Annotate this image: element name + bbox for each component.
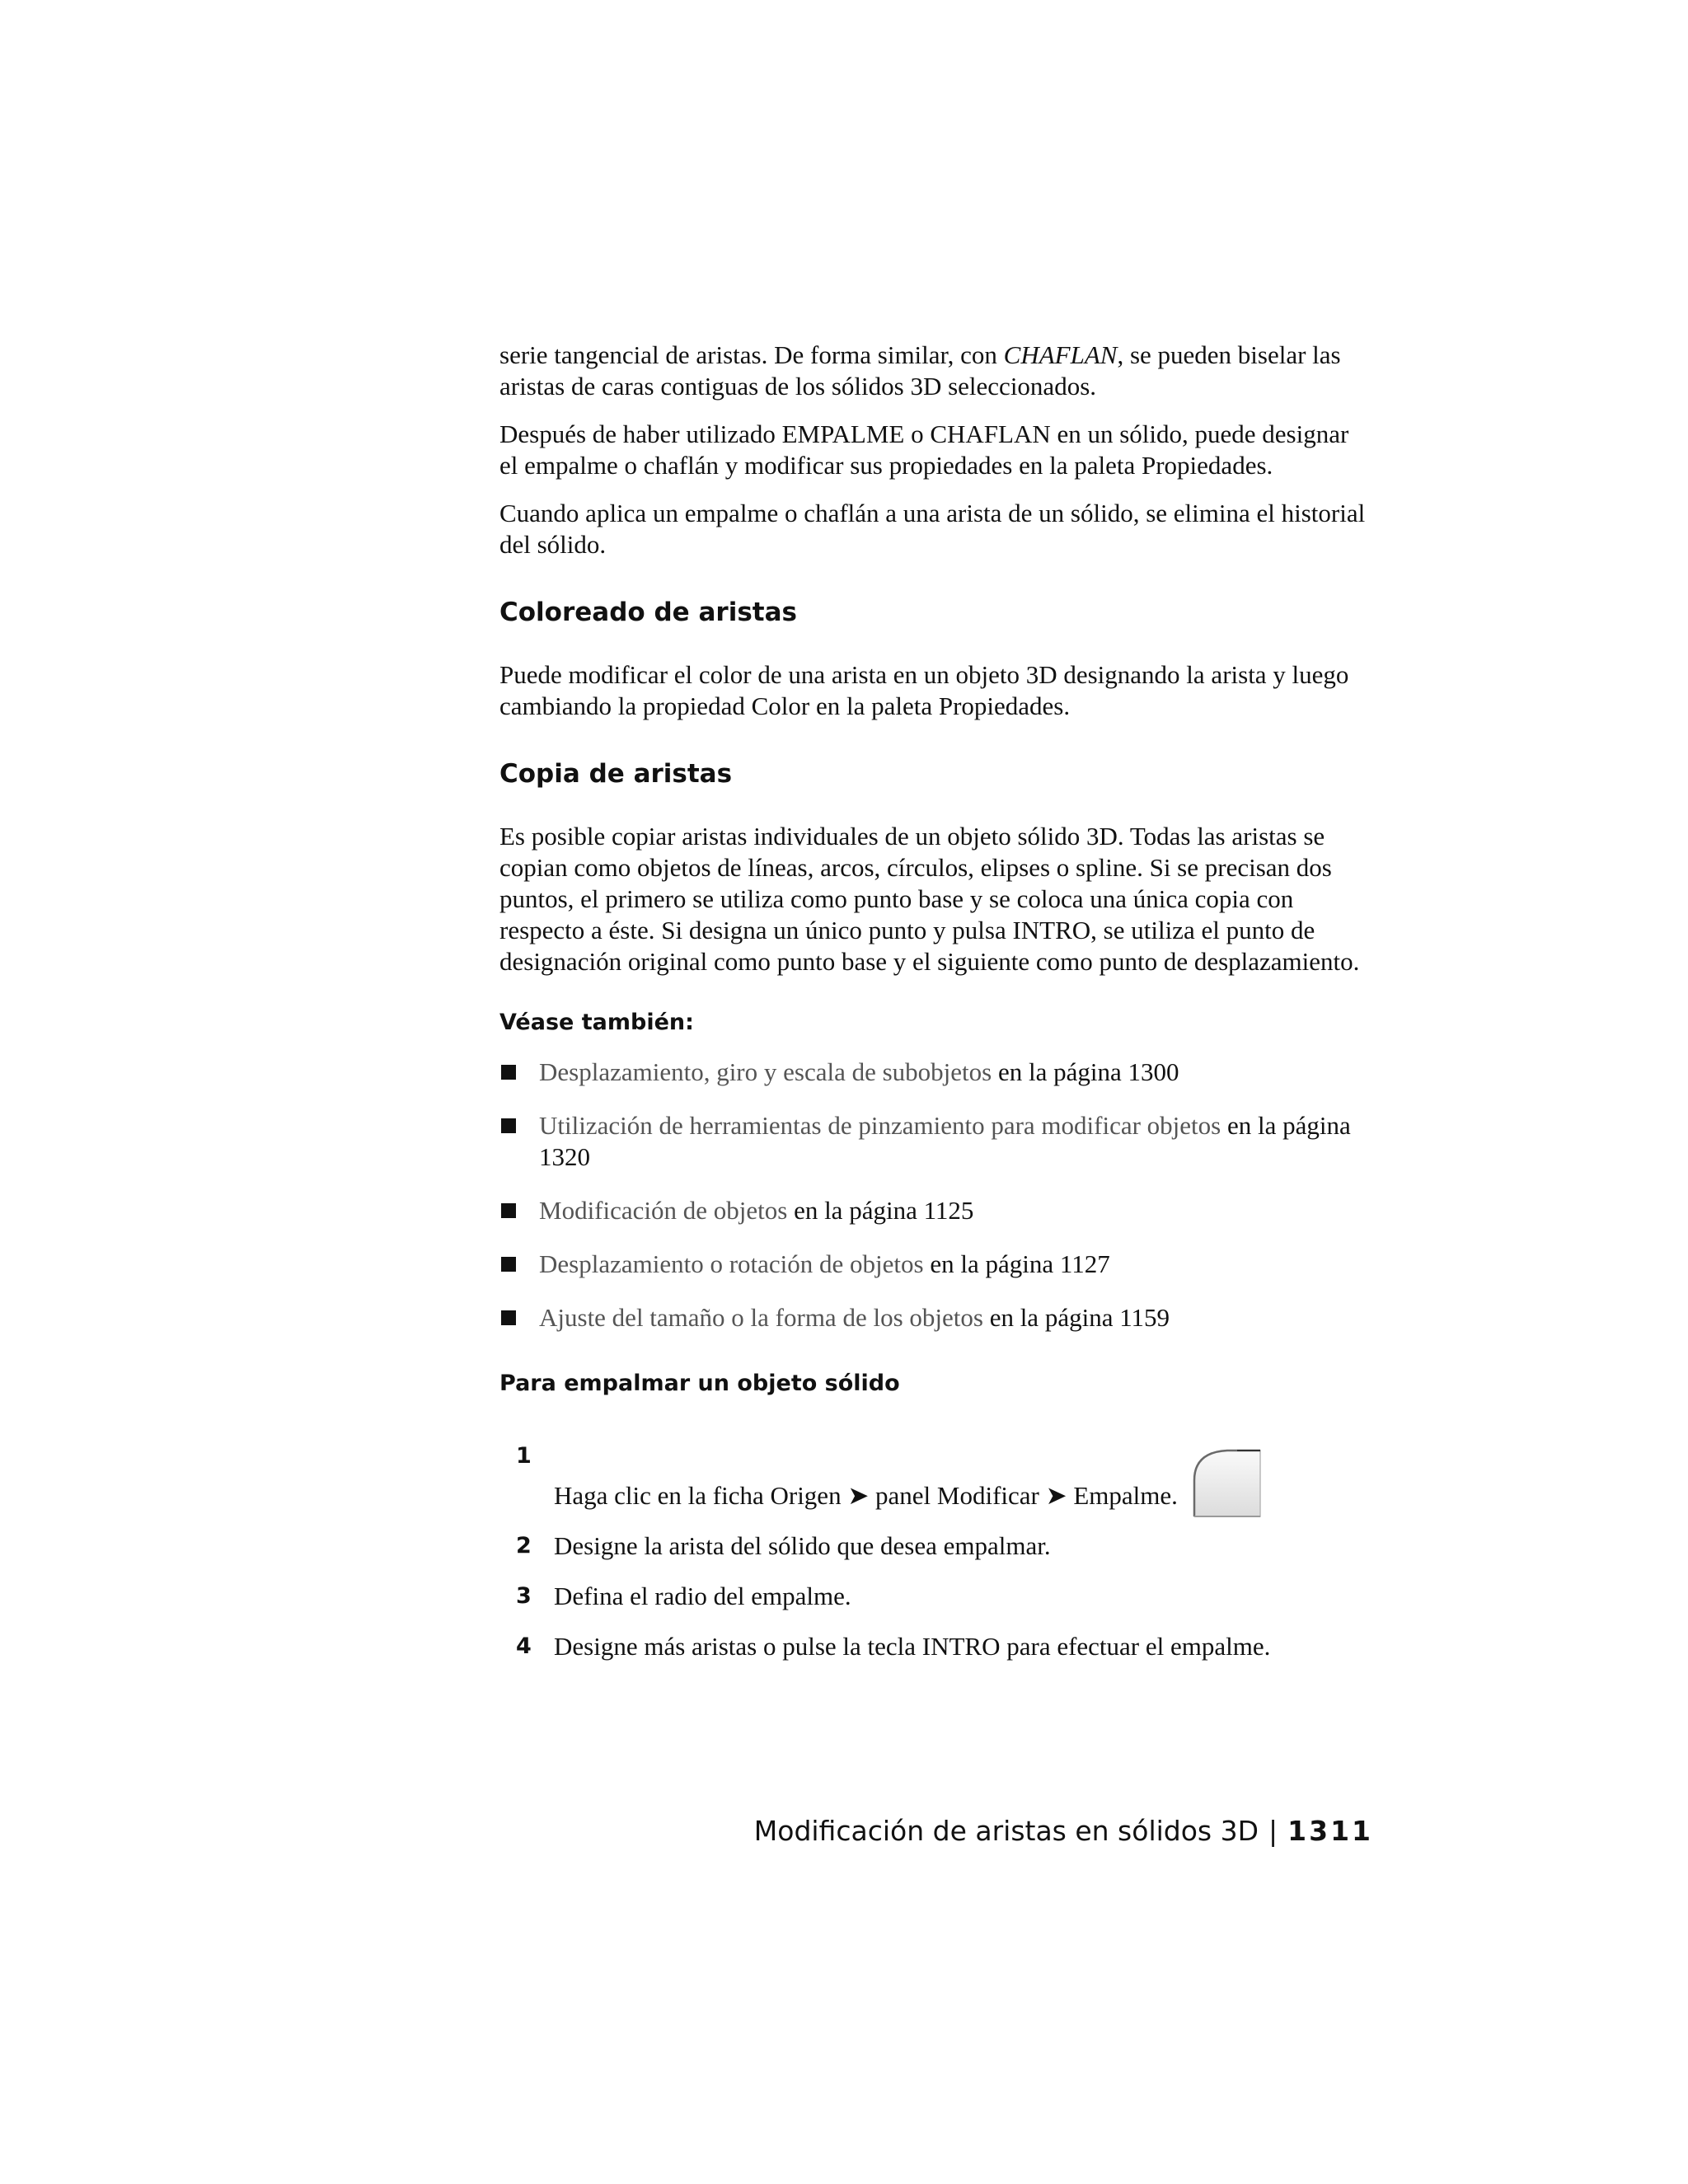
page-footer xyxy=(754,1815,1373,1848)
step-number: 2 xyxy=(516,1533,532,1558)
copia-paragraph: Es posible copiar aristas individuales de un objeto sólido 3D. Todas las aristas se copian como objetos de líneas, arcos, círculos, elipses o spline. Si se precisan dos puntos, el primero se utiliza como punto base y se coloca una única copia con respecto a éste. Si designa un único punto y pulsa INTRO, se utiliza el punto de designación original como punto base y el siguiente como punto de desplazamiento. xyxy=(499,822,1360,976)
step-text: Designe más aristas o pulse la tecla INTRO para efectuar el empalme. xyxy=(554,1632,1271,1661)
step-number: 4 xyxy=(516,1633,532,1659)
bullet-square-icon xyxy=(501,1203,516,1218)
page-number: 1311 xyxy=(1287,1815,1373,1847)
see-also-list xyxy=(499,1057,1373,1333)
bullet-square-icon xyxy=(501,1065,516,1080)
bullet-square-icon xyxy=(501,1310,516,1325)
step-text: Designe la arista del sólido que desea empalmar. xyxy=(554,1531,1051,1560)
step-text: Haga clic en la ficha Origen ➤ panel Modificar ➤ Empalme. xyxy=(554,1481,1178,1510)
section-heading-coloreado: Coloreado de aristas xyxy=(499,598,797,627)
procedure-step xyxy=(499,1581,1373,1612)
see-also-link[interactable]: Desplazamiento, giro y escala de subobjetos xyxy=(539,1057,992,1086)
list-item: Desplazamiento, giro y escala de subobjetos en la página 1300 xyxy=(499,1057,1373,1088)
see-also-heading: Véase también: xyxy=(499,1010,694,1035)
procedure-step xyxy=(499,1631,1373,1662)
procedure-heading: Para empalmar un objeto sólido xyxy=(499,1371,900,1396)
footer-separator: | xyxy=(1268,1815,1278,1847)
list-item: Modificación de objetos en la página 1125 xyxy=(499,1195,1373,1226)
see-also-link[interactable]: Modificación de objetos xyxy=(539,1196,788,1225)
step-number: 3 xyxy=(516,1583,532,1609)
bullet-square-icon xyxy=(501,1118,516,1133)
chaflan-command: CHAFLAN xyxy=(1003,340,1118,369)
procedure-step xyxy=(499,1530,1373,1562)
list-item: Desplazamiento o rotación de objetos en la página 1127 xyxy=(499,1249,1373,1280)
intro-paragraph-3: Cuando aplica un empalme o chaflán a una arista de un sólido, se elimina el historial del sólido. xyxy=(499,499,1366,559)
intro-paragraph-1: serie tangencial de aristas. De forma similar, con CHAFLAN, se pueden biselar las aristas de caras contiguas de los sólidos 3D seleccionados. xyxy=(499,340,1341,401)
procedure-step xyxy=(499,1441,1373,1511)
see-also-link[interactable]: Ajuste del tamaño o la forma de los objetos xyxy=(539,1303,983,1332)
step-text: Defina el radio del empalme. xyxy=(554,1582,851,1610)
list-item: Ajuste del tamaño o la forma de los objetos en la página 1159 xyxy=(499,1302,1373,1333)
footer-title: Modificación de aristas en sólidos 3D xyxy=(753,1815,1259,1847)
see-also-link[interactable]: Utilización de herramientas de pinzamiento para modificar objetos xyxy=(539,1111,1221,1140)
section-heading-copia: Copia de aristas xyxy=(499,759,733,789)
coloreado-paragraph: Puede modificar el color de una arista en un objeto 3D designando la arista y luego cambiando la propiedad Color en la paleta Propiedades. xyxy=(499,660,1349,720)
intro-paragraph-2: Después de haber utilizado EMPALME o CHAFLAN en un sólido, puede designar el empalme o chaflán y modificar sus propiedades en la paleta Propiedades. xyxy=(499,419,1349,480)
step-number: 1 xyxy=(516,1443,532,1469)
see-also-link[interactable]: Desplazamiento o rotación de objetos xyxy=(539,1249,924,1278)
procedure-steps xyxy=(499,1441,1373,1662)
list-item: Utilización de herramientas de pinzamiento para modificar objetos en la página 1320 xyxy=(499,1110,1373,1173)
fillet-icon[interactable] xyxy=(1191,1447,1262,1518)
bullet-square-icon xyxy=(501,1257,516,1272)
page-body xyxy=(499,340,1373,1681)
